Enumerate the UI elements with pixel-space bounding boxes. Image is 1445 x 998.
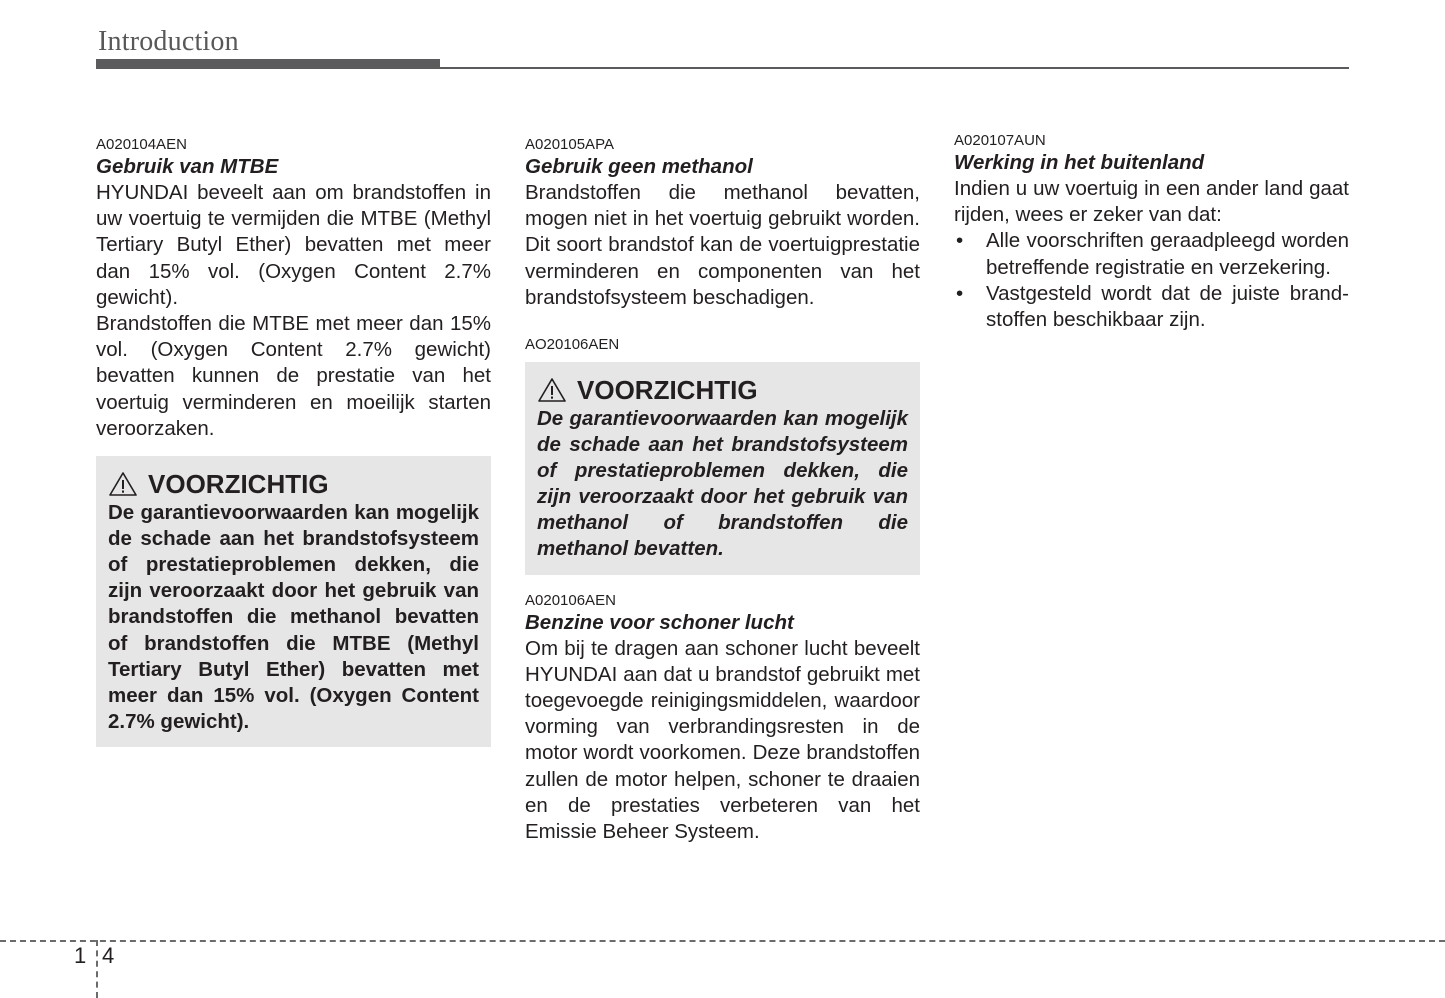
list-item-text: Vastgesteld wordt dat de juiste brandstoffen beschikbaar zijn. [986, 281, 1349, 332]
section-code: A020105APA [525, 136, 614, 153]
section-heading: Gebruik van MTBE [96, 155, 279, 178]
footer-dashed-divider [96, 940, 98, 998]
section-code: A020104AEN [96, 136, 187, 153]
section-code: A020106AEN [525, 591, 616, 609]
caution-text: De garantievoorwaarden kan mogelijk de schade aan het brandstofsysteem of prestatieproblemen dekken, die zijn veroorzaakt door het gebruik van methanol of brandstoffen die methanol bevatten. [537, 407, 908, 561]
column-2 [525, 136, 920, 845]
body-paragraph: Brandstoffen die methanol bevatten, mogen niet in het voertuig gebruikt worden. Dit soort brandstof kan de voertuigprestatie verminderen en componenten van het brandstofsysteem beschadigen. [525, 181, 920, 309]
header-rule-thick [96, 59, 440, 69]
caution-title: VOORZICHTIG [577, 375, 758, 406]
warning-triangle-icon [537, 377, 567, 403]
section-heading: Benzine voor schoner lucht [525, 610, 794, 634]
list-item [954, 228, 1349, 280]
caution-box [96, 456, 491, 747]
section-heading: Gebruik geen methanol [525, 155, 753, 178]
header-rule-thin [440, 67, 1349, 69]
column-1 [96, 136, 491, 747]
body-paragraph: Brandstoffen die MTBE met meer dan 15% vol. (Oxygen Content 2.7% gewicht) bevatten kunnen de prestatie van het voertuig verminderen en moeilijk starten veroorzaken. [96, 312, 491, 440]
list-item [954, 281, 1349, 333]
section-heading: Werking in het buitenland [954, 151, 1205, 174]
caution-text: De garantievoorwaarden kan mogelijk de schade aan het brandstofsysteem of prestatieproblemen dekken, die zijn veroorzaakt door het gebruik van brandstoffen die methanol bevatten of brandstoffen die MTBE (Methyl Tertiary Butyl Ether) bevatten met meer dan 15% vol. (Oxygen Content 2.7% gewicht). [108, 501, 479, 733]
footer-dashed-rule [0, 940, 1445, 942]
page-number: 4 [102, 943, 115, 968]
bullet-icon: • [956, 281, 964, 305]
caution-box [525, 362, 920, 575]
body-paragraph: Indien u uw voertuig in een ander land gaat rijden, wees er zeker van dat: [954, 177, 1349, 227]
section-code: A020107AUN [954, 132, 1046, 149]
bullet-icon: • [956, 229, 964, 253]
warning-triangle-icon [108, 471, 138, 497]
caution-header [537, 374, 908, 406]
list-item-text: Alle voorschriften geraadpleegd worden betreffende registratie en verzekering. [986, 229, 1349, 279]
page-section-title: Introduction [98, 26, 239, 57]
bullet-list [954, 228, 1349, 333]
body-paragraph: Om bij te dragen aan schoner lucht beveelt HYUNDAI aan dat u brandstof gebruikt met toegevoegde reinigingsmiddelen, waardoor vorming van verbrandingsresten in de motor wordt voorkomen. Deze brandstoffen zullen de motor helpen, schoner te draaien en de prestaties verbeteren van het Emissie Beheer Systeem. [525, 636, 920, 843]
caution-header [108, 468, 479, 500]
chapter-number: 1 [74, 943, 87, 968]
section-code: AO20106AEN [525, 336, 620, 354]
body-paragraph: HYUNDAI beveelt aan om brandstoffen in uw voertuig te vermijden die MTBE (Methyl Tertiary Butyl Ether) bevatten met meer dan 15% vol. (Oxygen Content 2.7% gewicht). [96, 181, 491, 309]
column-3 [954, 132, 1349, 333]
caution-title: VOORZICHTIG [148, 469, 329, 500]
